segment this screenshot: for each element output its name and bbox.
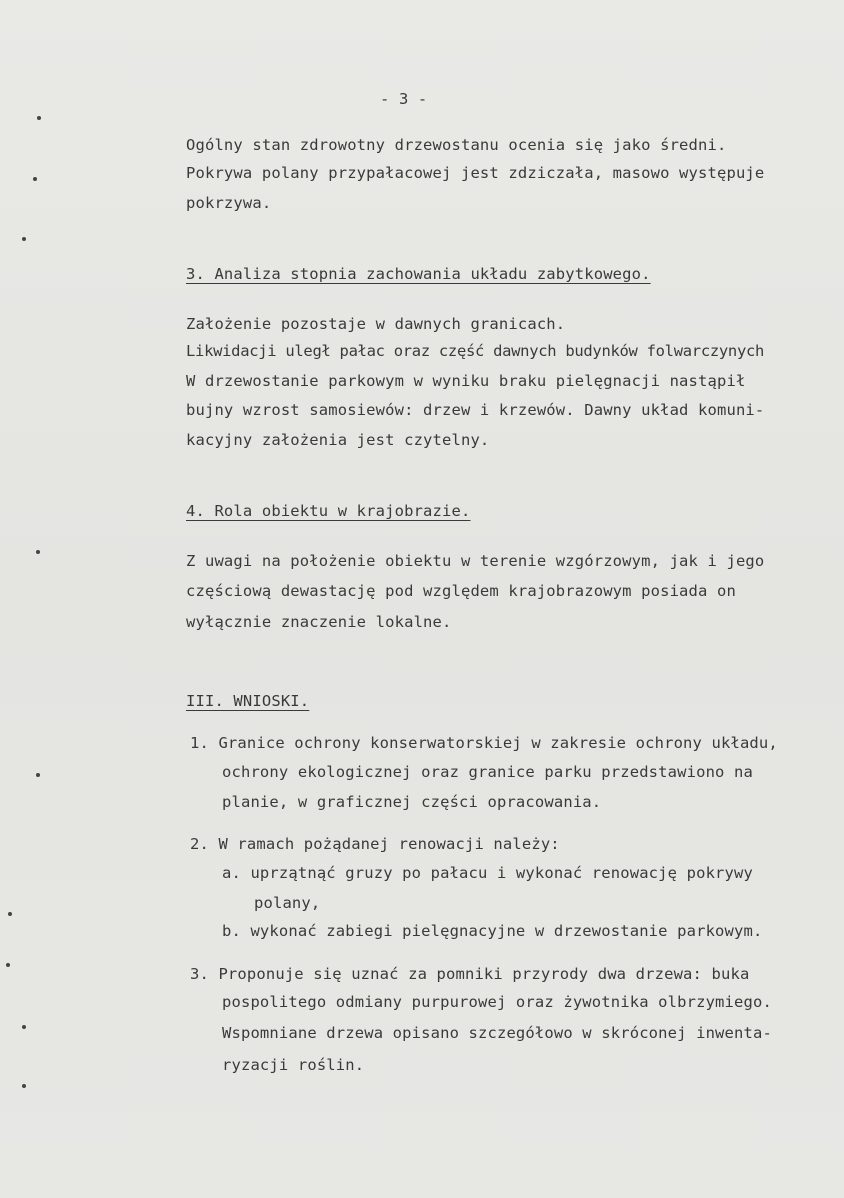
intro-line: Pokrywa polany przypałacowej jest zdziczała, masowo występuje (186, 164, 765, 182)
conclusion-item-3-line: Wspomniane drzewa opisano szczegółowo w skróconej inwenta- (222, 1024, 772, 1042)
section-3-line: kacyjny założenia jest czytelny. (186, 431, 490, 449)
conclusion-item-2-lead: 2. W ramach pożądanej renowacji należy: (190, 835, 560, 853)
section-4-heading: 4. Rola obiektu w krajobrazie. (186, 502, 471, 520)
conclusion-item-3-line: ryzacji roślin. (222, 1056, 365, 1074)
section-4-line: wyłącznie znaczenie lokalne. (186, 613, 452, 631)
conclusion-item-2a-line: polany, (254, 894, 321, 912)
conclusion-item-1-line: ochrony ekologicznej oraz granice parku przedstawiono na (222, 763, 753, 781)
margin-speck (22, 237, 26, 241)
intro-line: pokrzywa. (186, 194, 272, 212)
margin-speck (36, 550, 40, 554)
margin-speck (22, 1084, 26, 1088)
margin-speck (36, 773, 40, 777)
margin-speck (37, 116, 41, 120)
intro-line: Ogólny stan zdrowotny drzewostanu ocenia się jako średni. (186, 136, 727, 154)
page-number: - 3 - (380, 90, 428, 108)
conclusion-item-2b-line: b. wykonać zabiegi pielęgnacyjne w drzewostanie parkowym. (222, 922, 763, 940)
margin-speck (8, 912, 12, 916)
conclusion-item-1-line: planie, w graficznej części opracowania. (222, 793, 602, 811)
section-3-line: Likwidacji uległ pałac oraz część dawnych budynków folwarczynych (186, 342, 765, 360)
section-3-line: Założenie pozostaje w dawnych granicach. (186, 315, 566, 333)
conclusion-item-3-line: 3. Proponuje się uznać za pomniki przyrody dwa drzewa: buka (190, 965, 750, 983)
section-3-heading: 3. Analiza stopnia zachowania układu zabytkowego. (186, 265, 651, 283)
section-3-line: bujny wzrost samosiewów: drzew i krzewów. Dawny układ komuni- (186, 401, 765, 419)
margin-speck (33, 177, 37, 181)
conclusion-item-1-line: 1. Granice ochrony konserwatorskiej w zakresie ochrony układu, (190, 734, 778, 752)
conclusion-item-3-line: pospolitego odmiany purpurowej oraz żywotnika olbrzymiego. (222, 993, 772, 1011)
conclusion-item-2a-line: a. uprzątnąć gruzy po pałacu i wykonać renowację pokrywy (222, 864, 753, 882)
margin-speck (6, 963, 10, 967)
margin-speck (22, 1025, 26, 1029)
conclusions-heading: III. WNIOSKI. (186, 692, 310, 710)
section-3-line: W drzewostanie parkowym w wyniku braku pielęgnacji nastąpił (186, 372, 746, 390)
section-4-line: Z uwagi na położenie obiektu w terenie wzgórzowym, jak i jego (186, 552, 765, 570)
section-4-line: częściową dewastację pod względem krajobrazowym posiada on (186, 582, 736, 600)
